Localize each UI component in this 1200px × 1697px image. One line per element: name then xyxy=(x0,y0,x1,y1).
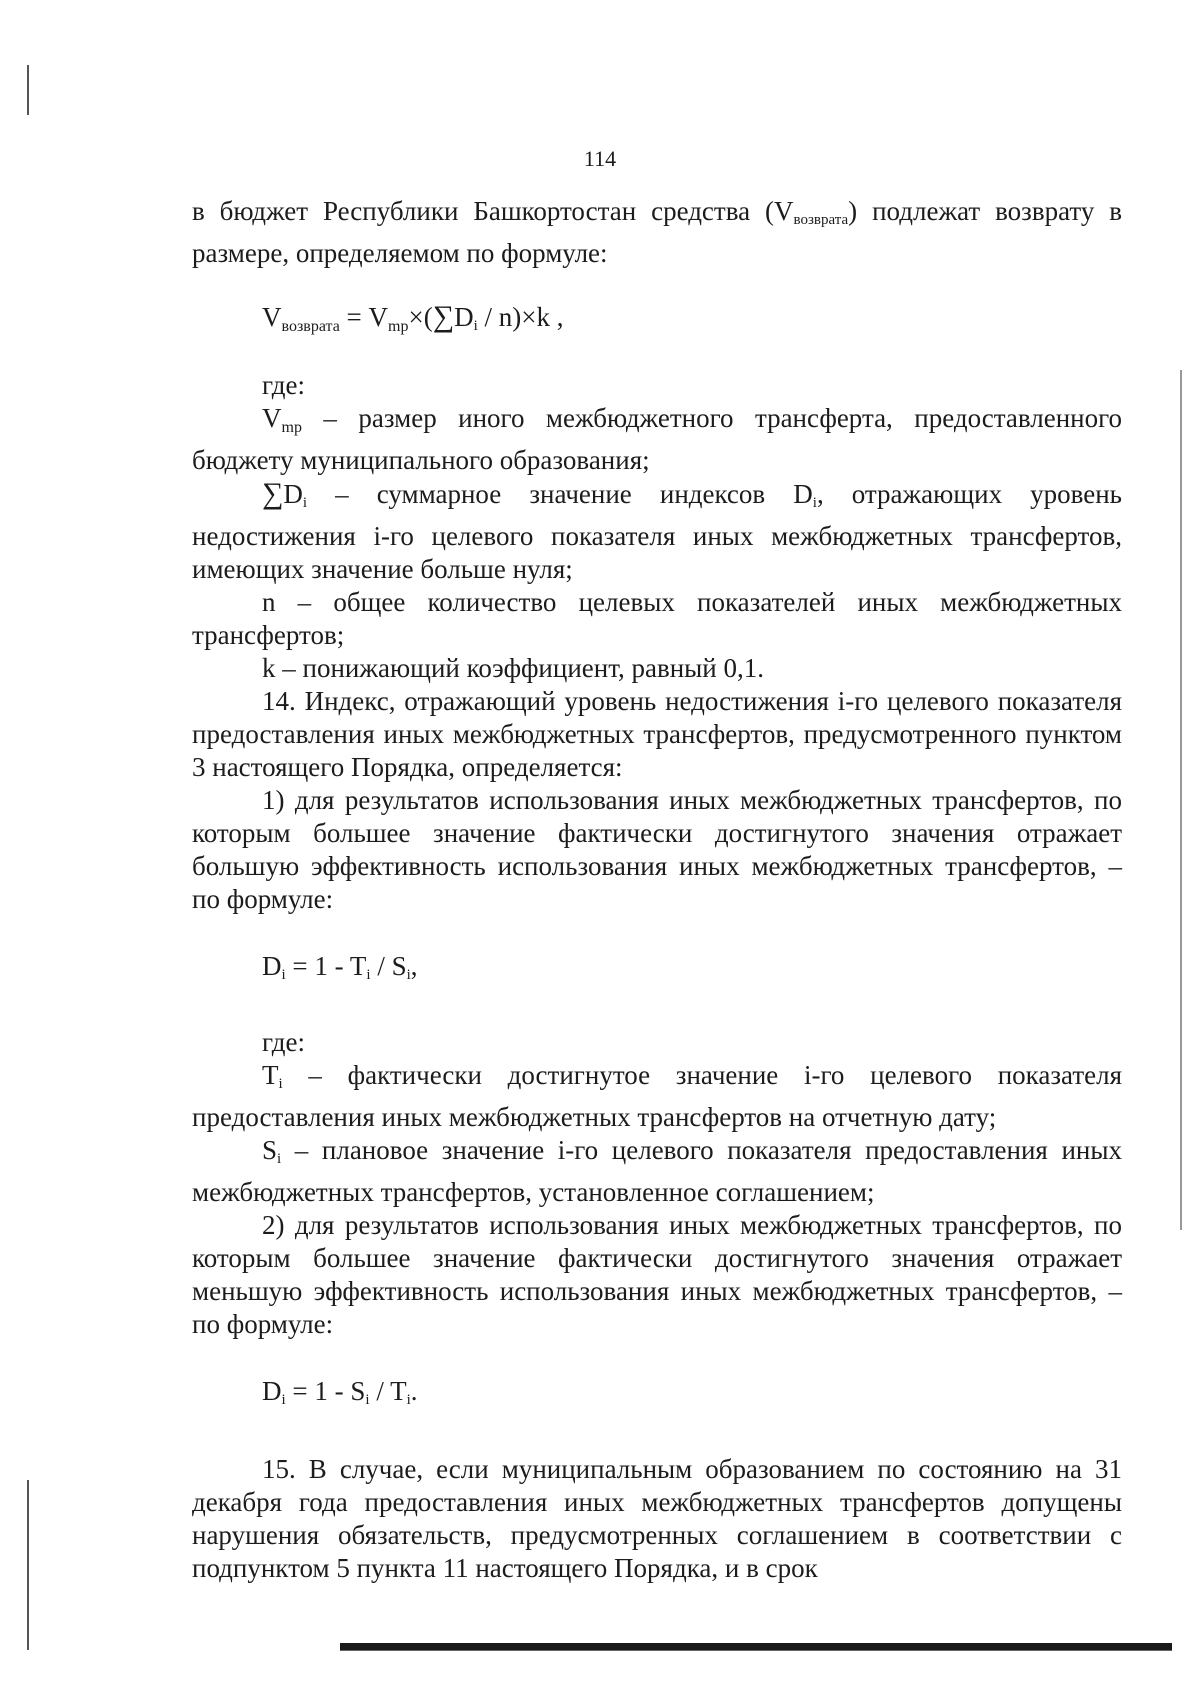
where-label-1: где: xyxy=(262,370,305,400)
paragraph-14: 14. Индекс, отражающий уровень недостижения i-го целевого показателя предоставления иных межбюджетных трансфертов, предусмотренного пунктом 3 настоящего Порядка, определяется: xyxy=(192,686,1122,782)
where-label-2: где: xyxy=(262,1027,305,1057)
definition-sum-di: $\sum D_i$ – суммарное значение индексов $D_i$, отражающих уровень недостижения i-го целевого показателя иных межбюджетных трансфертов, имеющих значение больше нуля; xyxy=(192,477,1123,584)
page-number: 114 xyxy=(583,146,617,171)
scan-edge-line-top xyxy=(27,65,29,115)
bottom-rule-thick xyxy=(340,1643,1172,1650)
paragraph-15: 15. В случае, если муниципальным образованием по состоянию на 31 декабря года предоставления иных межбюджетных трансфертов допущены нарушения обязательств, предусмотренных соглашением в соответствии с подпунктом 5 пункта 11 настоящего Порядка, и в срок xyxy=(192,1454,1122,1583)
definition-vmp: Vmp – размер иного межбюджетного трансферта, предоставленного бюджету муниципального образования; xyxy=(192,403,1122,475)
scan-edge-line-bottom xyxy=(27,1480,29,1650)
formula-di-1: $D_i = 1 - T_i / S_i$, xyxy=(262,951,418,983)
paragraph-14-item-2: 2) для результатов использования иных межбюджетных трансфертов, по которым большее значение фактически достигнутого значения отражает меньшую эффективность использования иных межбюджетных трансфертов, – по формуле: xyxy=(192,1210,1122,1339)
scan-edge-line-right xyxy=(1180,370,1182,1230)
definition-k: k – понижающий коэффициент, равный 0,1. xyxy=(262,653,765,683)
definition-n: n – общее количество целевых показателей иных межбюджетных трансфертов; xyxy=(192,587,1122,650)
paragraph-14-item-1: 1) для результатов использования иных межбюджетных трансфертов, по которым большее значение фактически достигнутого значения отражает большую эффективность использования иных межбюджетных трансфертов, – по формуле: xyxy=(192,785,1122,914)
definition-si: $S_i$ – плановое значение i-го целевого показателя предоставления иных межбюджетных трансфертов, установленное соглашением; xyxy=(192,1135,1122,1207)
formula-di-2: $D_i = 1 - S_i / T_i$. xyxy=(262,1376,418,1408)
bottom-rule-thin xyxy=(340,1650,1172,1651)
intro-paragraph: в бюджет Республики Башкортостан средства $(V_{возврата})$ подлежат возврату в размере, определяемом по формуле: xyxy=(192,196,1122,268)
document-body xyxy=(192,195,1122,1585)
definition-ti: $T_i$ – фактически достигнутое значение i-го целевого показателя предоставления иных межбюджетных трансфертов на отчетную дату; xyxy=(192,1060,1122,1132)
formula-vozvrata: Vвозврата = $Vmp\times(\sum D_i / n)\times k$ , xyxy=(262,300,564,335)
